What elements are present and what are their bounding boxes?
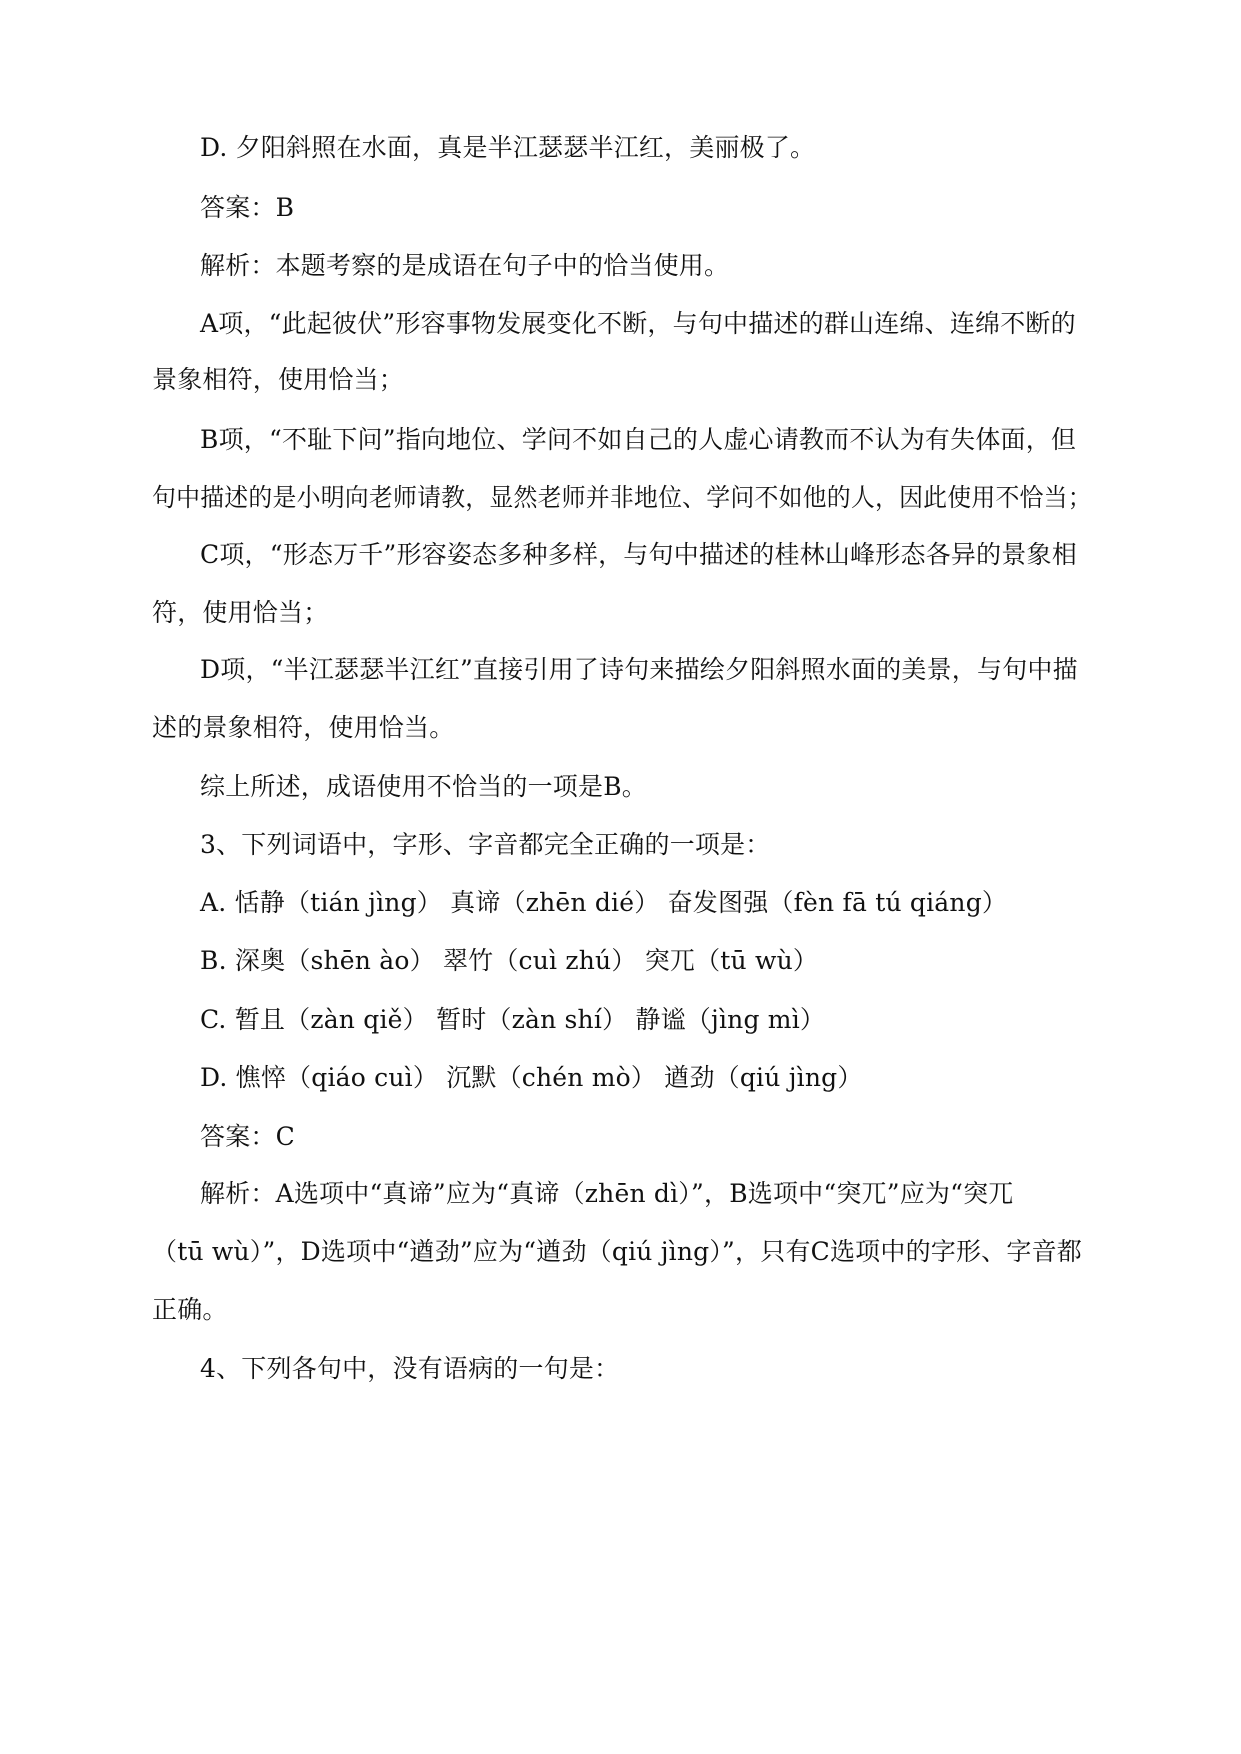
question-3-analysis-3: 正确。 xyxy=(152,1295,228,1324)
analysis-a-line-1: A项，“此起彼伏”形容事物发展变化不断，与句中描述的群山连绵、连绵不断的 xyxy=(200,309,1076,338)
question-3-option-c: C. 暂且（zàn qiě） 暂时（zàn shí） 静谧（jìng mì） xyxy=(200,1005,826,1034)
analysis-a-line-2: 景象相符，使用恰当； xyxy=(152,365,405,394)
summary-line: 综上所述，成语使用不恰当的一项是B。 xyxy=(200,772,647,801)
analysis-d-line-1: D项，“半江瑟瑟半江红”直接引用了诗句来描绘夕阳斜照水面的美景，与句中描 xyxy=(200,655,1078,684)
question-3-option-a: A. 恬静（tián jìng） 真谛（zhēn dié） 奋发图强（fèn fā tú qiáng） xyxy=(200,888,1008,917)
answer-line: 答案：B xyxy=(200,193,295,222)
analysis-intro: 解析：本题考察的是成语在句子中的恰当使用。 xyxy=(200,251,730,280)
question-3-option-d: D. 憔悴（qiáo cuì） 沉默（chén mò） 遒劲（qiú jìng） xyxy=(200,1063,863,1092)
question-3-option-b: B. 深奥（shēn ào） 翠竹（cuì zhú） 突兀（tū wù） xyxy=(200,946,819,975)
question-3-answer: 答案：C xyxy=(200,1122,295,1151)
analysis-d-line-2: 述的景象相符，使用恰当。 xyxy=(152,713,455,742)
question-3-analysis-2: （tū wù）”，D选项中“遒劲”应为“遒劲（qiú jìng）”，只有C选项中的字形、字音都 xyxy=(152,1237,1082,1266)
question-3: 3、下列词语中，字形、字音都完全正确的一项是： xyxy=(200,830,771,859)
option-d-line: D. 夕阳斜照在水面，真是半江瑟瑟半江红，美丽极了。 xyxy=(200,133,816,162)
analysis-b-line-2: 句中描述的是小明向老师请教，显然老师并非地位、学问不如他的人，因此使用不恰当； xyxy=(152,483,1092,512)
analysis-b-line-1: B项，“不耻下问”指向地位、学问不如自己的人虚心请教而不认为有失体面，但 xyxy=(200,425,1077,454)
analysis-c-line-2: 符，使用恰当； xyxy=(152,598,329,627)
question-3-analysis-1: 解析：A选项中“真谛”应为“真谛（zhēn dì）”，B选项中“突兀”应为“突兀 xyxy=(200,1179,1014,1208)
analysis-c-line-1: C项，“形态万千”形容姿态多种多样，与句中描述的桂林山峰形态各异的景象相 xyxy=(200,540,1077,569)
question-4: 4、下列各句中，没有语病的一句是： xyxy=(200,1354,620,1383)
